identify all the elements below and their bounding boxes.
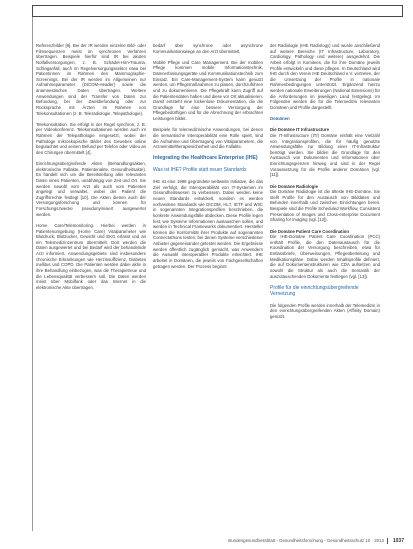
paragraph: der Radiologie (IHE Radiology) und wurde anschließend auf weitere Bereiche (IT Infrastructure, Laboratory, Cardiology, Pathology und weitere) ausgedehnt. Die Arbeit erfolgt in Komitees, die für ihre Domäne jeweils Profile entwickeln und diese pflegen. In Deutschland wird IHE durch den Verein IHE Deutschland e.V. vertreten, der die Umsetzung der Profile in nationale Rahmenbedingungen unterstützt. Ergänzend hierzu werden nationale Erweiterungen (National Extensions) für die Anforderungen im jeweiligen Land festgelegt. Im Folgenden werden die für die Telemedizin relevanten Domänen und Profile dargestellt. — [270, 43, 380, 110]
paragraph: Die folgenden Profile werden innerhalb der Telemedizin in den einrichtungsübergreifenden Akten (Affinity Domain) genutzt. — [270, 302, 380, 319]
paragraph: bedarf über synchrone oder asynchrone Kommunikationswege an den Arzt übermittelt. — [153, 43, 263, 54]
paragraph: Die IT-Infrastructure (ITI) Domäne enthält eine Vielzahl von Integrationsprofilen, die für häufig genutzte Anwendungsfälle zur Bildung einer IT-Infrastruktur benötigt werden. Sie bilden die Grundlage für den Austausch von Dokumenten und Informationen über Einrichtungsgrenzen hinweg und sind in der Regel Voraussetzung für die Profile anderer Domänen (vgl. [11]). — [270, 132, 380, 178]
paragraph: Die Domäne Radiologie ist die älteste IHE-Domäne. Sie stellt Profile für den Austausch von Bilddaten und Befunden innerhalb und zwischen Einrichtungen bereit. Beispiele sind die Profile Scheduled Workflow, Consistent Presentation of Images und Cross-enterprise Document Sharing for Imaging (vgl. [12]). — [270, 189, 380, 223]
paragraph: IHE ist eine 1998 gegründete weltweite Initiative, die das Ziel verfolgt, die Interoperabilität von IT-Systemen im Gesundheitswesen zu verbessern. Dabei werden keine neuen Standards entwickelt, sondern es werden vorhandene Standards wie DICOM, HL7, IETF und W3C in sogenannten Integrationsprofilen beschrieben, die konkrete Anwendungsfälle abdecken. Diese Profile legen fest, wie Systeme Informationen austauschen sollen, und werden in Technical Frameworks dokumentiert. Hersteller können die Konformität ihrer Produkte auf sogenannten Connectathons testen, bei denen Systeme verschiedener Anbieter gegeneinander getestet werden. Die Ergebnisse werden öffentlich zugänglich gemacht, was Anwendern die Auswahl interoperabler Produkte erleichtert. IHE arbeitet in Domänen, die jeweils von Fachgesellschaften getragen werden. Der Prozess beginnt — [153, 179, 263, 269]
left-margin-rule — [32, 17, 33, 531]
section-heading: Integrating the Healthcare Enterprise (IHE) — [153, 155, 258, 162]
journal-citation: Bundesgesundheitsblatt - Gesundheitsforschung - Gesundheitsschutz 10 · 2013 — [228, 538, 384, 543]
footer-separator — [387, 538, 388, 544]
page-number: 1037 — [392, 538, 404, 544]
paragraph: Die IHE-Domäne Patient Care Coordination (PCC) enthält Profile, die den Datenaustausch für die Koordination der Versorgung beschreiben, etwa für Entlassbriefe, Überweisungen, Pflegeüberleitung und Medikationspläne. Dabei werden Inhaltsprofile definiert, die auf Dokumentenstrukturen wie CDA aufsetzen und sowohl die Struktur als auch die Semantik der auszutauschenden Dokumente festlegen (vgl. [13]). — [270, 234, 380, 279]
paragraph: Einrichtungsübergreifende Akten (Behandlungsakten, elektronische Fallakte, Patientenakte, Gesundheitsakte). Es handelt sich um die Bereitstellung aller relevanten Daten eines Patienten, unabhängig von Zeit und Ort. Sie werden sowohl vom Arzt als auch vom Patienten angelegt und verwaltet, wobei der Patient die Zugriffsrechte festlegt [10]. Die Akten dienen auch der Versorgungsforschung und können für Forschungszwecke pseudonymisiert ausgewertet werden. — [36, 161, 146, 217]
text-column-3 — [270, 43, 380, 320]
header-box — [32, 5, 403, 17]
section-heading: Die Domäne Patient Care Coordination — [270, 228, 350, 234]
section-heading: Die Domäne IT Infrastructure — [270, 127, 329, 133]
section-heading: Domänen — [270, 116, 290, 122]
page-footer — [214, 537, 404, 545]
paragraph: Home Care/Telemonitoring. Hierbei werden in Patientenumgebung (Home Care) Vitalparameter wie Blutdruck, Blutzucker, Gewicht und EKG erfasst und an ein Telemedizinzentrum übermittelt. Dort werden die Daten ausgewertet und bei Bedarf wird der behandelnde Arzt informiert. Anwendungsgebiete sind insbesondere chronische Erkrankungen wie Herzinsuffizienz, Diabetes mellitus und COPD. Die Patienten werden dabei aktiv in ihre Behandlung einbezogen, was die Therapietreue und die Lebensqualität verbessern soll. Die Daten werden meist über Mobilfunk oder das Internet in die elektronische Akte übertragen. — [36, 222, 146, 290]
text-column-1 — [36, 43, 146, 290]
section-heading: Die Domäne Radiologie — [270, 183, 318, 189]
section-heading: Profile für die einrichtungsübergreifende Vernetzung — [270, 284, 359, 297]
section-heading: Was ist IHE? Profile statt neuer Standards — [153, 167, 247, 174]
paragraph: Referenzbilder [9]. Bei der IR werden einzelne Bild- oder Filmsequenzen meist im synchronen Verfahren übertragen. Beispiele hierfür sind IR bei akuten Notfallversorgungen, z. B. Schädel-Hirn-Trauma, Schlaganfall, auch im Regelversorgungssektor etwa bei Patientinnen im Rahmen des Mammographie-Screenings. Bei der IR werden im Allgemeinen nur Aufnahmeparameter (DICOM-Header) sowie die anamnestischen Daten übertragen. Weitere Anwendungen sind der Transfer von Daten zur Befundung, bei der Zweitbefundung oder zur Rücksprache mit Ärzten im Rahmen von Telekonsultationen (z. B. Teleradiologie, Telepathologie). — [36, 43, 146, 116]
text-column-2 — [153, 43, 263, 269]
paragraph: Telekonsultation. Sie erfolgt in der Regel synchron, z. B. per Videokonferenz. Telekonsultationen werden auch im Rahmen der Telepathologie eingesetzt, wobei der Pathologe mikroskopische Bilder des Gewebes online begutachtet und seinen Befund per Telefon oder Video an den Chirurgen übermittelt [4]. — [36, 121, 146, 155]
paragraph: Mobile Pflege und Care Management. Bei der mobilen Pflege kommen mobile Informationstechnik, Datenerfassungsgeräte und Kommunikationstechnik zum Einsatz. Ein Care-Management-System kann genutzt werden, um Pflegemaßnahmen zu planen, durchzuführen und zu dokumentieren. Die Pflegekraft kann Zugriff auf die Patientendaten haben und diese vor Ort aktualisieren. Damit entsteht eine lückenlose Dokumentation, die die Grundlage für eine bessere Versorgung der Pflegebedürftigen und für die Abrechnung der erbrachten Leistungen bildet. — [153, 59, 263, 122]
paragraph: Beispiele für telemedizinische Anwendungen, bei denen die semantische Interoperabilität eine Rolle spielt, sind die Aufnahme und Übertragung von Vitalparametern, die Arzneimitteltherapiesicherheit und die Fallakte. — [153, 127, 263, 150]
